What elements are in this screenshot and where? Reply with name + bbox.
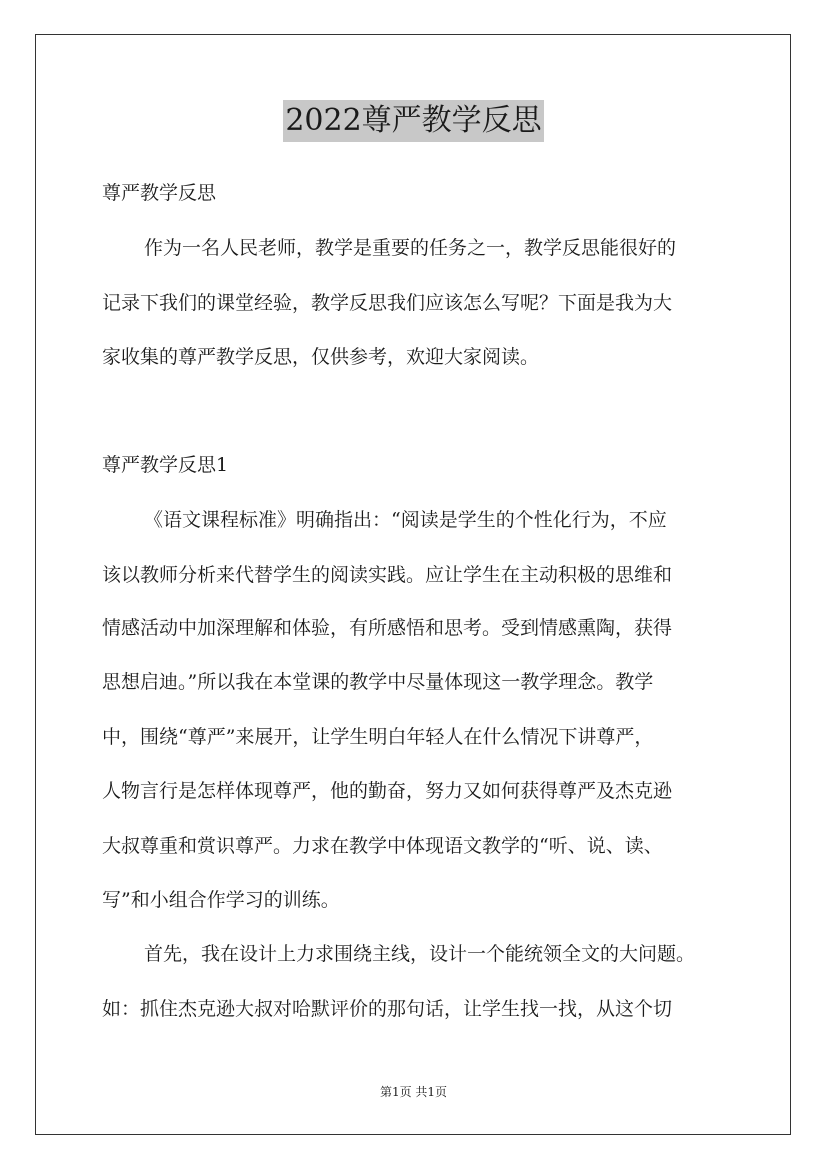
body-line: 如：抓住杰克逊大叔对哈默评价的那句话，让学生找一找，从这个切 (102, 998, 673, 1020)
intro-line: 家收集的尊严教学反思，仅供参考，欢迎大家阅读。 (102, 346, 540, 368)
body-line: 中，围绕“尊严”来展开，让学生明白年轻人在什么情况下讲尊严， (102, 726, 654, 748)
body-line: 首先，我在设计上力求围绕主线，设计一个能统领全文的大问题。 (144, 943, 696, 965)
title-container (0, 100, 827, 142)
body-line: 该以教师分析来代替学生的阅读实践。应让学生在主动积极的思维和 (102, 564, 673, 586)
body-line: 写”和小组合作学习的训练。 (102, 889, 340, 911)
document-subtitle: 尊严教学反思 (102, 182, 217, 204)
body-line: 大叔尊重和赏识尊严。力求在教学中体现语文教学的“听、说、读、 (102, 835, 663, 857)
intro-line: 记录下我们的课堂经验，教学反思我们应该怎么写呢？下面是我为大 (102, 292, 673, 314)
body-line: 思想启迪。”所以我在本堂课的教学中尽量体现这一教学理念。教学 (102, 671, 654, 693)
page-footer: 第1页 共1页 (379, 1085, 448, 1099)
intro-line: 作为一名人民老师，教学是重要的任务之一，教学反思能很好的 (144, 237, 677, 259)
body-line: 《语文课程标准》明确指出：“阅读是学生的个性化行为，不应 (144, 509, 667, 531)
section-heading: 尊严教学反思1 (102, 454, 229, 476)
document-title: 2022尊严教学反思 (283, 100, 543, 142)
body-line: 情感活动中加深理解和体验，有所感悟和思考。受到情感熏陶，获得 (102, 617, 673, 639)
body-line: 人物言行是怎样体现尊严，他的勤奋，努力又如何获得尊严及杰克逊 (102, 780, 673, 802)
